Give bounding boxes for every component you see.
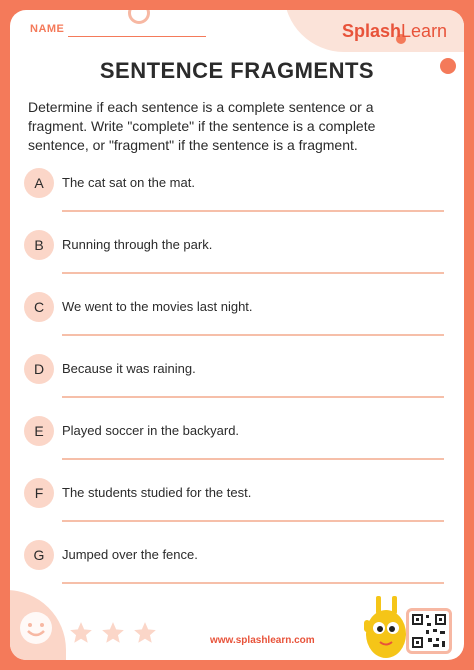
- answer-line[interactable]: [62, 520, 444, 522]
- question-letter-badge: G: [24, 540, 54, 570]
- question-item-c: [10, 284, 464, 346]
- question-item-f: [10, 470, 464, 532]
- star-icon: [100, 620, 126, 646]
- star-icon: [132, 620, 158, 646]
- instructions: Determine if each sentence is a complete sentence or a fragment. Write "complete" if the sentence is a complete sentence, or "fragment" if the sentence is a fragment.: [28, 99, 376, 153]
- star-icon: [68, 620, 94, 646]
- question-item-g: [10, 532, 464, 594]
- decorative-ring: [128, 10, 150, 24]
- question-sentence: Because it was raining.: [62, 361, 196, 376]
- answer-line[interactable]: [62, 210, 444, 212]
- answer-line[interactable]: [62, 458, 444, 460]
- question-letter-badge: D: [24, 354, 54, 384]
- footer-url: www.splashlearn.com: [210, 635, 315, 646]
- question-sentence: Running through the park.: [62, 237, 213, 252]
- logo-text-light: Learn: [401, 21, 448, 41]
- answer-line[interactable]: [62, 582, 444, 584]
- answer-line[interactable]: [62, 396, 444, 398]
- question-sentence: Jumped over the fence.: [62, 547, 198, 562]
- question-sentence: The students studied for the test.: [62, 485, 252, 500]
- question-letter-badge: B: [24, 230, 54, 260]
- question-item-a: [10, 160, 464, 222]
- qr-code-icon: [406, 608, 452, 654]
- answer-line[interactable]: [62, 272, 444, 274]
- logo-text-bold: Splash: [342, 21, 402, 41]
- question-letter-badge: F: [24, 478, 54, 508]
- question-item-d: [10, 346, 464, 408]
- question-item-b: [10, 222, 464, 284]
- name-label: NAME: [30, 23, 65, 35]
- question-item-e: [10, 408, 464, 470]
- answer-line[interactable]: [62, 334, 444, 336]
- question-sentence: We went to the movies last night.: [62, 299, 253, 314]
- page-title: SENTENCE FRAGMENTS: [99, 58, 375, 83]
- question-letter-badge: E: [24, 416, 54, 446]
- question-letter-badge: C: [24, 292, 54, 322]
- question-letter-badge: A: [24, 168, 54, 198]
- question-sentence: Played soccer in the backyard.: [62, 423, 240, 438]
- question-sentence: The cat sat on the mat.: [62, 175, 195, 190]
- worksheet-page: [10, 10, 464, 660]
- star-row: [68, 620, 158, 646]
- smiley-face-icon: [18, 610, 54, 646]
- name-line[interactable]: [68, 36, 206, 37]
- splashlearn-logo: [342, 21, 447, 42]
